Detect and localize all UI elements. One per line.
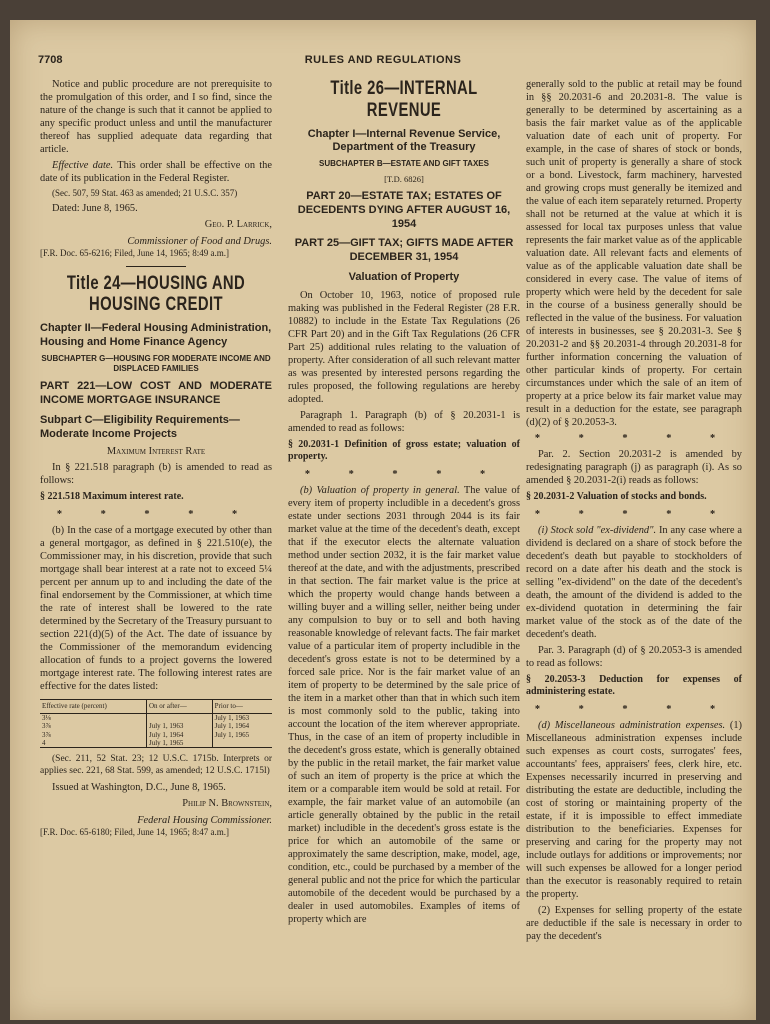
- page-header: [10, 54, 756, 72]
- table-cell: 3⅞: [40, 731, 147, 739]
- amendment-intro: In § 221.518 paragraph (b) is amended to read as follows:: [40, 462, 272, 487]
- table-row: [40, 731, 272, 739]
- subchapter-heading: SUBCHAPTER G—HOUSING FOR MODERATE INCOME AND DISPLACED FAMILIES: [41, 353, 271, 374]
- table-row: [40, 722, 272, 730]
- dated-line: Dated: June 8, 1965.: [52, 203, 138, 215]
- ellipsis-stars: * * * * *: [304, 468, 504, 480]
- running-title: RULES AND REGULATIONS: [304, 54, 462, 66]
- ellipsis-stars: * * * * *: [534, 433, 734, 444]
- section-heading: § 20.2031-2 Valuation of stocks and bonds.: [526, 491, 707, 502]
- table-cell: July 1, 1963: [147, 722, 213, 730]
- paragraph: On October 10, 1963, notice of proposed rule making was published in the Federal Register (28 F.R. 10882) to include in the Estate Tax Regulations (26 CFR Part 20) and in the Gift Tax Regulations (26 CFR Part 25) additional rules relating to the valuation of property. After consideration of all such relevant matter as was presented by interested persons regarding the rules proposed, the following regulations are hereby adopted.: [288, 289, 520, 405]
- table-cell: July 1, 1965: [214, 730, 250, 739]
- table-cell: [212, 739, 272, 748]
- interest-rate-table: [40, 699, 272, 748]
- table-cell: July 1, 1963: [214, 713, 250, 722]
- document-page: [10, 20, 756, 1020]
- effective-date-label: Effective date.: [52, 160, 114, 171]
- chapter-heading: Chapter II—Federal Housing Administration, Housing and Home Finance Agency: [40, 322, 272, 348]
- chapter-heading: Chapter I—Internal Revenue Service, Department of the Treasury: [307, 127, 501, 154]
- signer-title: Commissioner of Food and Drugs.: [127, 236, 272, 248]
- section-subheading: Maximum Interest Rate: [106, 446, 206, 458]
- section-subheading: Valuation of Property: [348, 270, 460, 283]
- table-cell: July 1, 1964: [147, 731, 213, 739]
- signer-title: Federal Housing Commissioner.: [137, 815, 272, 827]
- paragraph-label: (d) Miscellaneous administration expenses.: [538, 719, 726, 731]
- part-heading: PART 20—ESTATE TAX; ESTATES OF DECEDENTS DYING AFTER AUGUST 16, 1954: [297, 190, 511, 230]
- paragraph-b: [288, 484, 520, 926]
- paragraph-label: (i) Stock sold "ex-dividend".: [538, 524, 657, 536]
- column-right: [526, 78, 742, 946]
- authority-citation: (Sec. 507, 59 Stat. 463 as amended; 21 U.S.C. 357): [52, 188, 238, 198]
- table-cell: 4: [40, 739, 147, 748]
- effective-date-text: This order shall be effective on the date of its publication in the Federal Register.: [40, 160, 272, 184]
- paragraph-text: The value of every item of property includible in a decedent's gross estate under sections 2031 through 2044 is its fair market value at the time of the decedent's death, except that if the executor elects the alternate valuation method under section 2032, it is the fair market value thereof at the date, and with the adjustments, prescribed in that section. The fair market value is the price at which the property would change hands between a willing buyer and a willing seller, neither being under any compulsion to buy or to sell and both having reasonable knowledge of relevant facts. The fair market value of a particular item of property includible in the decedent's gross estate is not to be determined by a forced sale price. Nor is the fair market value of an item of property to be determined by the sale price of the item in a market other than that in which such item is most commonly sold to the public, taking into account the location of the item wherever appropriate. Thus, in the case of an item of property includible in the decedent's gross estate, which is generally obtained by the public in the retail market, the fair market value of such an item of property is the price at which the item or a comparable item would be sold at retail. For example, the fair market value of an automobile (an article generally obtained by the public in the retail market) includible in the decedent's gross estate is the price for which an automobile of the same or approximately the same description, make, model, age, condition, etc., could be purchased by a member of the general public and not the price for which the particular automobile of the decedent would be purchased by a dealer in used automobiles. Examples of items of property which are: [288, 484, 520, 925]
- paragraph: Par. 2. Section 20.2031-2 is amended by redesignating paragraph (j) as paragraph (i). As so amended § 20.2031-2(i) reads as follows:: [526, 449, 742, 486]
- ellipsis-stars: * * * * *: [56, 508, 256, 520]
- divider: [126, 266, 186, 267]
- ellipsis-stars: * * * * *: [534, 703, 734, 715]
- subchapter-heading: SUBCHAPTER B—ESTATE AND GIFT TAXES: [319, 159, 489, 169]
- column-middle: [288, 78, 520, 929]
- section-heading: § 221.518 Maximum interest rate.: [40, 491, 184, 503]
- title-24-heading: Title 24—HOUSING AND HOUSING CREDIT: [66, 272, 246, 316]
- table-header: Prior to—: [212, 699, 272, 713]
- paragraph-label: (b) Valuation of property in general.: [300, 484, 460, 496]
- paragraph: Paragraph 1. Paragraph (b) of § 20.2031-1 is amended to read as follows:: [288, 409, 520, 434]
- signer-name: Philip N. Brownstein,: [182, 798, 272, 810]
- section-heading: § 20.2031-1 Definition of gross estate; valuation of property.: [288, 438, 520, 463]
- table-cell: [147, 713, 213, 722]
- part-heading: PART 25—GIFT TAX; GIFTS MADE AFTER DECEMBER 31, 1954: [294, 237, 514, 264]
- signer-name: Geo. P. Larrick,: [204, 219, 272, 231]
- page-number: 7708: [38, 54, 63, 66]
- paragraph-text: (1) Miscellaneous administration expenses include such expenses as court costs, surrogates' fees, accountants' fees, appraisers' fees, clerk hire, etc. Expenses necessarily incurred in preserving and distributing the estate are deductible, including the cost of storing or maintaining property of the estate, if it is impossible to effect immediate distribution to the beneficiaries. Expenses for preserving and caring for the property may not include outlays for additions or improvements; nor will such expenses be allowed for a longer period than the executor is reasonably required to retain the property.: [526, 719, 742, 900]
- table-header: Effective rate (percent): [40, 699, 147, 713]
- table-cell: 3⅛: [40, 713, 147, 722]
- paragraph: Notice and public procedure are not prerequisite to the promulgation of this order, and I so find, since the nature of the change is such that it cannot be applied to any specific product unless and until the manufacturer thereof has supplied adequate data regarding that article.: [40, 79, 272, 155]
- paragraph-d: [526, 719, 742, 901]
- paragraph-i: [526, 524, 742, 641]
- table-row: [40, 713, 272, 722]
- paragraph-b: (b) In the case of a mortgage executed by other than a general mortgagor, as defined in § 221.510(e), the Commissioner may, in his discretion, provide that such mortgage shall bear interest at a rate not to exceed 5¼ percent per annum up to and including the date of the final endorsement by the Commissioner, at which time the rate of interest shall be lowered to the rate determined by the Secretary of the Treasury pursuant to section 221(d)(5) of the Act. The date of issuance by the Commissioner of the memorandum evidencing allocation of funds to a project governs the lowered mortgage interest rate. The following interest rates are effective for the dates listed:: [40, 524, 272, 692]
- paragraph-d2: (2) Expenses for selling property of the estate are deductible if the sale is necessary in order to pay the decedent's: [526, 904, 742, 942]
- fr-doc-citation: [F.R. Doc. 65-6216; Filed, June 14, 1965; 8:49 a.m.]: [40, 248, 230, 259]
- effective-date-paragraph: [40, 159, 272, 185]
- paragraph-text: In any case where a dividend is declared on a share of stock before the decedent's death but payable to stockholders of record on a date after his death and the stock is selling "ex-dividend" on the date of the decedent's death, the amount of the dividend is added to the ex-dividend quotation in determining the fair market value of the stock as of the date of the decedent's death.: [526, 524, 742, 640]
- authority-citation: (Sec. 211, 52 Stat. 23; 12 U.S.C. 1715b. Interprets or applies sec. 221, 68 Stat. 599, as amended; 12 U.S.C. 1715l): [40, 754, 272, 777]
- fr-doc-citation: [F.R. Doc. 65-6180; Filed, June 14, 1965; 8:47 a.m.]: [40, 827, 230, 838]
- paragraph: generally sold to the public at retail may be found in §§ 20.2031-6 and 20.2031-8. The value is generally to be determined by ascertaining as a basis the fair market value as of the applicable valuation date of each unit of property. For example, in the case of shares of stock or bonds, such unit of property is generally a share of stock or a bond. Livestock, farm machinery, harvested and growing crops must generally be itemized and the value of each item separately returned. Property shall not be returned at the value at which it is assessed for local tax purposes unless that value represents the fair market value as of the applicable valuation date. All relevant facts and elements of value as of the applicable valuation date shall be considered in every case. The value of items of property which were held by the decedent for sale in the course of a business generally should be reflected in the value of the business. For valuation of interests in businesses, see § 20.2031-3. See § 20.2031-2 and §§ 20.2031-4 through 20.2031-8 for further information concerning the valuation of other particular kinds of property. For certain circumstances under which the sale of an item of property at a price below its fair market value may result in a deduction for the estate, see paragraph (d)(2) of § 20.2053-3.: [526, 79, 742, 428]
- column-left: [40, 78, 272, 841]
- table-cell: 3⅞: [40, 722, 147, 730]
- table-row: [40, 739, 272, 748]
- part-heading: PART 221—LOW COST AND MODERATE INCOME MORTGAGE INSURANCE: [40, 380, 272, 407]
- title-26-heading: Title 26—INTERNAL REVENUE: [330, 78, 478, 121]
- issued-line: Issued at Washington, D.C., June 8, 1965.: [52, 782, 226, 794]
- table-cell: July 1, 1964: [214, 722, 250, 731]
- table-cell: July 1, 1965: [147, 739, 213, 748]
- paragraph: Par. 3. Paragraph (d) of § 20.2053-3 is amended to read as follows:: [526, 644, 742, 669]
- table-header: On or after—: [147, 699, 213, 713]
- ellipsis-stars: * * * * *: [534, 508, 734, 520]
- section-heading: § 20.2053-3 Deduction for expenses of administering estate.: [526, 673, 742, 697]
- subpart-heading: Subpart C—Eligibility Requirements—Moderate Income Projects: [40, 413, 240, 440]
- td-number: [T.D. 6826]: [384, 173, 424, 184]
